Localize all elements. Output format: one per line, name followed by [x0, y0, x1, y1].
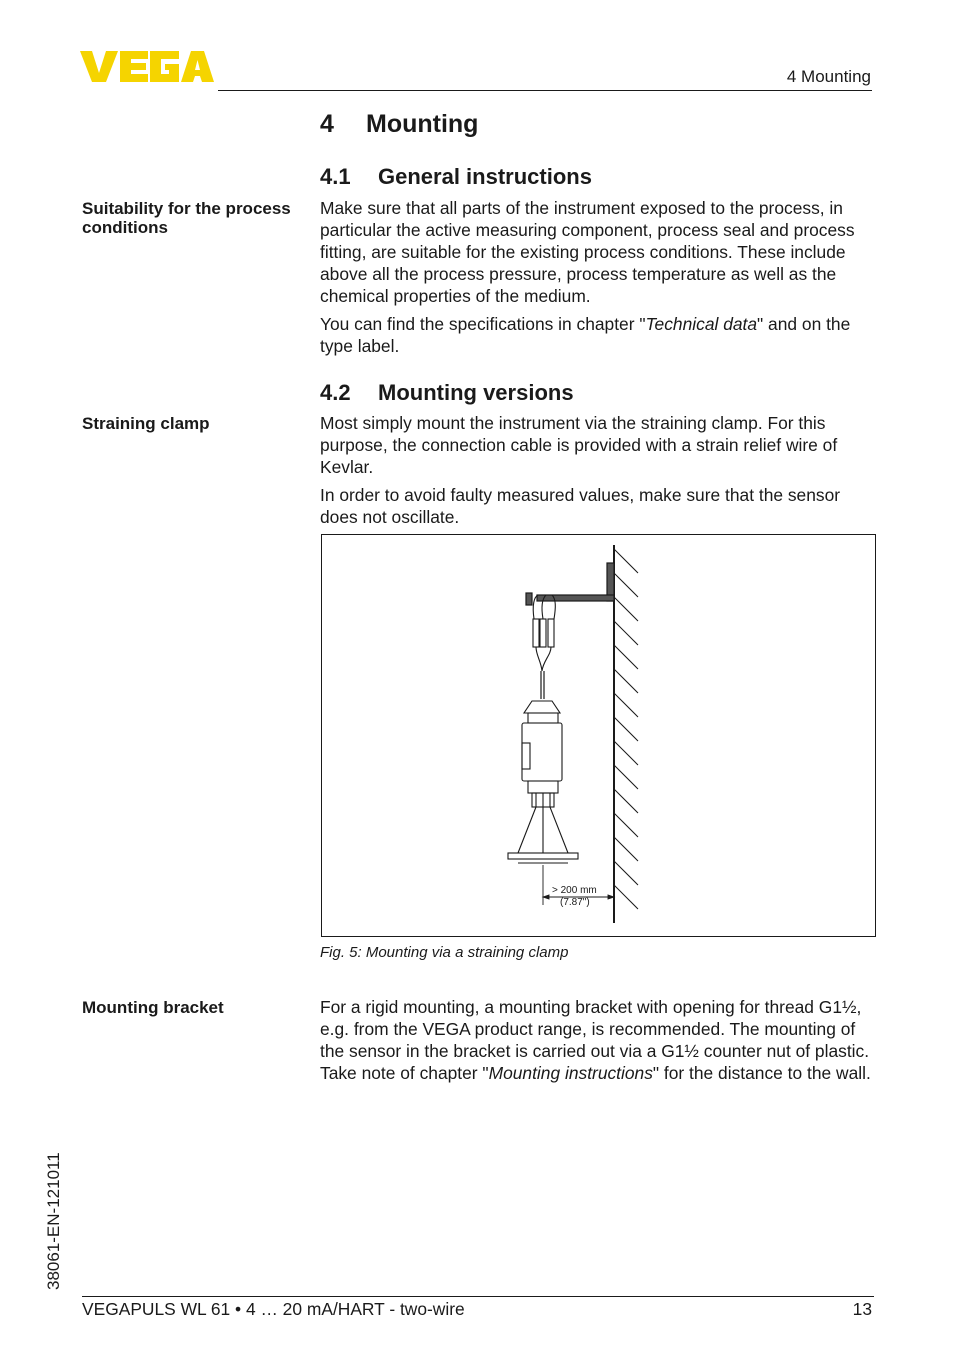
vega-logo-icon	[80, 48, 214, 86]
text-run: For a rigid mounting, a mounting bracket with opening for thread G1½, e.g. from the VEGA product range, is recommended. The mounting of the sensor in the bracket is carried out via a G1½ counter nut of plastic. Take note of chapter "	[320, 997, 870, 1083]
straining-clamp	[533, 595, 555, 671]
chapter-number: 4	[320, 110, 334, 138]
side-label-mounting-bracket: Mounting bracket	[82, 998, 224, 1017]
chapter-heading	[320, 110, 478, 139]
dimension-mm: > 200 mm	[552, 885, 597, 896]
text-run: " and on the type label.	[320, 314, 851, 356]
section-title: Mounting versions	[378, 380, 574, 405]
paragraph	[320, 313, 876, 357]
chapter-title: Mounting	[366, 110, 479, 138]
chapter-reference: Mounting instructions	[488, 1063, 653, 1083]
horn-antenna	[508, 807, 578, 863]
footer-product: VEGAPULS WL 61 • 4 … 20 mA/HART - two-wire	[82, 1299, 465, 1319]
page-number: 13	[852, 1299, 872, 1319]
section-heading-4-1	[320, 164, 592, 190]
wall-bracket	[526, 563, 614, 605]
section-4-2-body	[320, 412, 876, 528]
vega-logo	[80, 48, 214, 86]
side-label-suitability: Suitability for the process conditions	[82, 199, 291, 237]
footer-divider	[82, 1296, 874, 1297]
paragraph: Make sure that all parts of the instrument exposed to the process, in particular the active measuring component, process seal and process fitting, are suitable for the existing process conditions. These include above all the process pressure, process temperature as well as the chemical properties of the medium.	[320, 198, 855, 306]
figure-caption: Fig. 5: Mounting via a straining clamp	[320, 944, 569, 961]
side-label-straining-clamp: Straining clamp	[82, 414, 210, 433]
mounting-diagram	[322, 535, 875, 936]
sensor-body	[522, 701, 562, 807]
dimension-inch: (7.87")	[560, 897, 590, 908]
section-heading-4-2	[320, 380, 574, 406]
wall-hatching	[614, 549, 638, 909]
paragraph: In order to avoid faulty measured values, make sure that the sensor does not oscillate.	[320, 485, 841, 527]
section-number: 4.2	[320, 380, 351, 405]
section-title: General instructions	[378, 164, 592, 189]
document-id: 38061-EN-121011	[44, 1152, 63, 1290]
paragraph	[320, 996, 876, 1084]
paragraph: Most simply mount the instrument via the straining clamp. For this purpose, the connection cable is provided with a strain relief wire of Kevlar.	[320, 413, 838, 477]
header-divider	[218, 90, 872, 91]
text-run: You can find the specifications in chapter "	[320, 314, 646, 334]
mounting-bracket-body	[320, 996, 876, 1084]
header-section-title: 4 Mounting	[786, 67, 871, 86]
section-4-1-body	[320, 197, 876, 357]
chapter-reference: Technical data	[645, 314, 758, 334]
section-number: 4.1	[320, 164, 351, 189]
figure-straining-clamp	[321, 534, 876, 937]
text-run: " for the distance to the wall.	[652, 1063, 871, 1083]
